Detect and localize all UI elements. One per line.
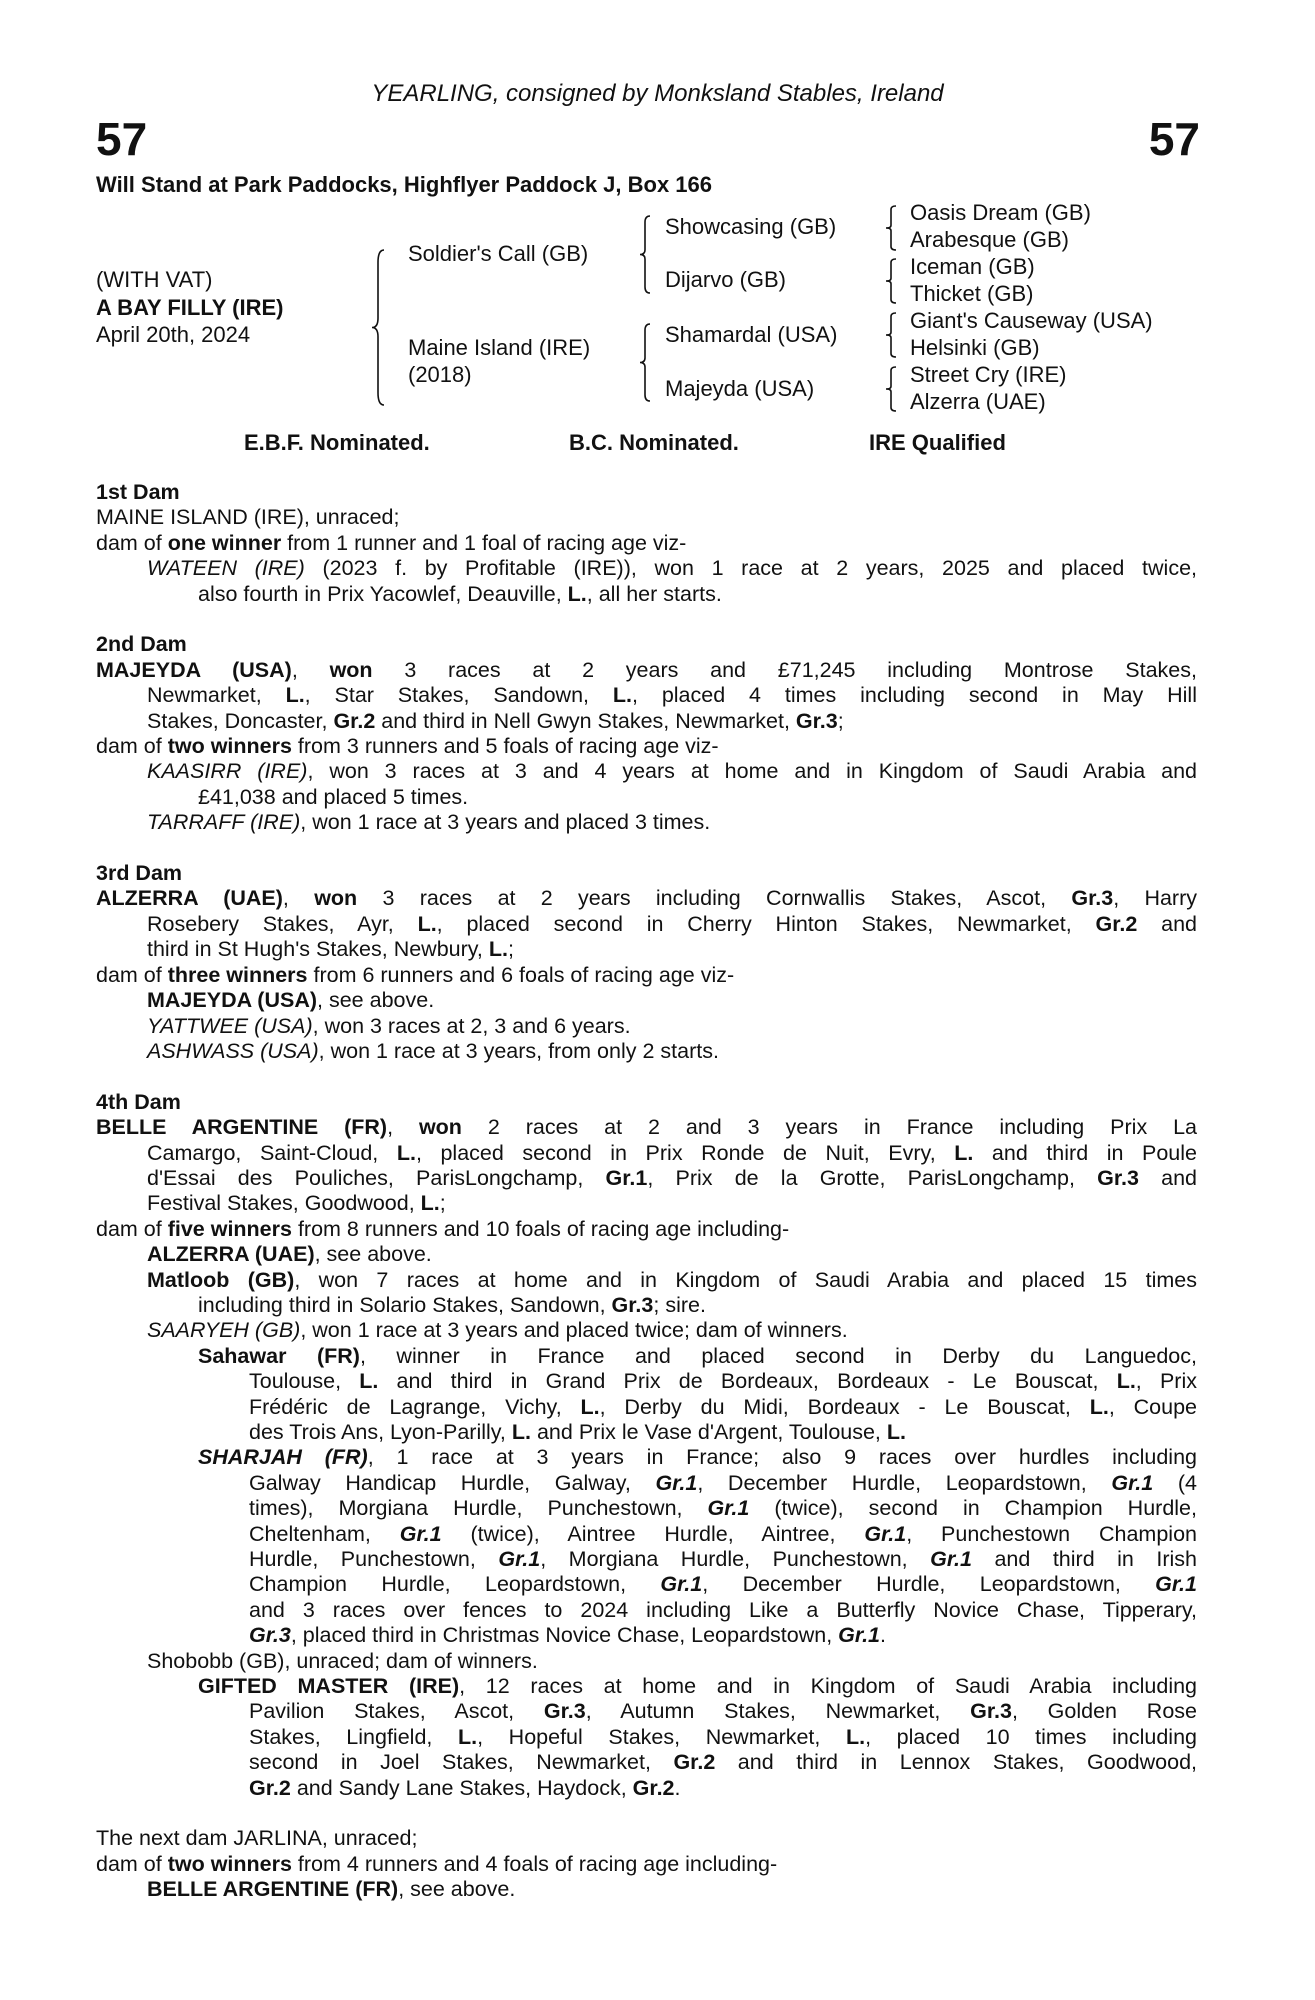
emphasis-text: L. xyxy=(886,1419,906,1444)
emphasis-text: YATTWEE (USA) xyxy=(147,1013,313,1038)
text-run: from 8 runners and 10 foals of racing age including- xyxy=(291,1216,790,1241)
emphasis-text: L. xyxy=(420,1191,440,1216)
emphasis-text: Gr.1 xyxy=(930,1547,972,1572)
text-run: . xyxy=(880,1623,886,1648)
text-run: , Coupe xyxy=(1108,1394,1197,1419)
text-line xyxy=(249,1572,1197,1597)
text-line xyxy=(96,886,1197,911)
text-run: and third in Grand Prix de Bordeaux, Bordeaux - Le Bouscat, xyxy=(378,1369,1117,1394)
record-entry xyxy=(96,1826,1197,1851)
ebf-nomination: E.B.F. Nominated. xyxy=(244,430,430,455)
text-run: , see above. xyxy=(398,1877,516,1902)
text-run: , xyxy=(387,1115,419,1140)
emphasis-text: one winner xyxy=(167,530,282,555)
emphasis-text: MAJEYDA (USA) xyxy=(147,988,318,1013)
record-entry xyxy=(96,1014,1197,1039)
section-heading: 2nd Dam xyxy=(96,632,187,657)
pedigree-brace xyxy=(886,259,896,303)
emphasis-text: Gr.3 xyxy=(543,1699,586,1724)
emphasis-text: L. xyxy=(954,1140,974,1165)
text-run: , see above. xyxy=(317,988,435,1013)
text-line xyxy=(147,556,1197,581)
emphasis-text: Gr.2 xyxy=(1095,911,1138,936)
emphasis-text: L. xyxy=(580,1394,600,1419)
text-run: Champion Hurdle, Leopardstown, xyxy=(249,1572,661,1597)
section-heading: 1st Dam xyxy=(96,480,180,504)
text-run: Rosebery Stakes, Ayr, xyxy=(147,911,418,936)
emphasis-text: L. xyxy=(285,683,305,708)
text-run: Stakes, Lingfield, xyxy=(249,1724,458,1749)
text-run: and 3 races over fences to 2024 including Like a Butterfly Novice Chase, Tipperary, xyxy=(249,1597,1197,1622)
text-line xyxy=(96,1115,1197,1140)
emphasis-text: BELLE ARGENTINE (FR) xyxy=(147,1877,399,1902)
text-line xyxy=(96,531,1197,556)
emphasis-text: ALZERRA (UAE) xyxy=(96,886,283,911)
emphasis-text: five winners xyxy=(167,1216,292,1241)
text-run: dam of xyxy=(96,530,168,555)
text-line xyxy=(147,810,1197,835)
text-run: from 6 runners and 6 foals of racing age viz- xyxy=(307,962,735,987)
emphasis-text: Gr.3 xyxy=(1071,886,1114,911)
text-run: , Prix de la Grotte, ParisLongchamp, xyxy=(647,1165,1098,1190)
great-grandparent: Arabesque (GB) xyxy=(910,227,1069,252)
emphasis-text: Gr.2 xyxy=(673,1750,716,1775)
emphasis-text: two winners xyxy=(167,734,292,759)
emphasis-text: SHARJAH (FR) xyxy=(198,1445,368,1470)
text-line xyxy=(249,1776,1197,1801)
text-line xyxy=(147,1877,1197,1902)
text-line xyxy=(147,1242,1197,1267)
text-run: , December Hurdle, Leopardstown, xyxy=(697,1470,1112,1495)
emphasis-text: L. xyxy=(511,1419,531,1444)
text-line xyxy=(96,734,1197,759)
text-line xyxy=(147,937,1197,962)
text-run: MAINE ISLAND (IRE), unraced; xyxy=(96,505,400,530)
section-heading: 4th Dam xyxy=(96,1089,181,1114)
text-run: dam of xyxy=(96,734,168,759)
text-line xyxy=(147,1268,1197,1293)
pedigree-brace xyxy=(372,250,384,405)
great-grandparent: Helsinki (GB) xyxy=(910,335,1040,360)
text-line xyxy=(147,1166,1197,1191)
emphasis-text: KAASIRR (IRE) xyxy=(147,759,308,784)
text-run: second in Joel Stakes, Newmarket, xyxy=(249,1750,674,1775)
emphasis-text: GIFTED MASTER (IRE) xyxy=(198,1674,460,1699)
sire-dam: Dijarvo (GB) xyxy=(665,267,787,292)
text-line xyxy=(198,1674,1197,1699)
pedigree-brace xyxy=(640,324,650,401)
record-entry xyxy=(96,1852,1197,1877)
emphasis-text: ASHWASS (USA) xyxy=(147,1038,319,1063)
text-run: Pavilion Stakes, Ascot, xyxy=(249,1699,544,1724)
text-line xyxy=(147,1318,1197,1343)
text-line xyxy=(249,1725,1197,1750)
emphasis-text: L. xyxy=(359,1369,379,1394)
record-entry xyxy=(96,886,1197,962)
record-entry xyxy=(96,1877,1197,1902)
text-run: , Golden Rose xyxy=(1011,1699,1197,1724)
text-line xyxy=(147,1649,1197,1674)
text-run: , Derby du Midi, Bordeaux - Le Bouscat, xyxy=(599,1394,1090,1419)
text-run: £41,038 and placed 5 times. xyxy=(198,784,469,809)
great-grandparent: Thicket (GB) xyxy=(910,281,1034,306)
text-run: Newmarket, xyxy=(147,683,286,708)
emphasis-text: Sahawar (FR) xyxy=(198,1343,360,1368)
emphasis-text: won xyxy=(314,886,358,911)
section-spacer xyxy=(96,607,1197,632)
bc-nomination: B.C. Nominated. xyxy=(569,430,739,455)
text-run: , won 7 races at home and in Kingdom of Saudi Arabia and placed 15 times xyxy=(294,1267,1197,1292)
text-run: and Sandy Lane Stakes, Haydock, xyxy=(290,1775,633,1800)
text-line xyxy=(249,1598,1197,1623)
text-run: , 1 race at 3 years in France; also 9 races over hurdles including xyxy=(367,1445,1197,1470)
text-run: , xyxy=(291,657,330,682)
dam-section xyxy=(96,480,1197,607)
text-run: third in St Hugh's Stakes, Newbury, xyxy=(147,937,489,962)
text-run: Hurdle, Punchestown, xyxy=(249,1547,499,1572)
emphasis-text: Gr.1 xyxy=(1155,1572,1197,1597)
emphasis-text: Gr.3 xyxy=(795,708,838,733)
emphasis-text: Gr.1 xyxy=(1111,1470,1154,1495)
record-entry xyxy=(96,810,1197,835)
lot-number-right: 57 xyxy=(1148,113,1200,165)
record-entry xyxy=(96,1445,1197,1648)
dam-section xyxy=(96,1090,1197,1801)
text-run: , see above. xyxy=(314,1242,432,1267)
text-run: Cheltenham, xyxy=(249,1521,400,1546)
text-run: d'Essai des Pouliches, ParisLongchamp, xyxy=(147,1165,606,1190)
record-entry xyxy=(96,1217,1197,1242)
text-run: Toulouse, xyxy=(249,1369,360,1394)
emphasis-text: Gr.1 xyxy=(707,1496,750,1521)
great-grandparent: Giant's Causeway (USA) xyxy=(910,308,1153,333)
text-line xyxy=(147,1141,1197,1166)
text-run: (twice), Aintree Hurdle, Aintree, xyxy=(441,1521,865,1546)
text-run: dam of xyxy=(96,1216,168,1241)
text-run: (twice), second in Champion Hurdle, xyxy=(749,1496,1197,1521)
emphasis-text: Gr.3 xyxy=(611,1292,654,1317)
emphasis-text: L. xyxy=(567,581,587,606)
record-entry xyxy=(96,759,1197,810)
emphasis-text: L. xyxy=(396,1140,416,1165)
text-run: from 4 runners and 4 foals of racing age including- xyxy=(291,1851,778,1876)
text-run: 3 races at 2 years and £71,245 including Montrose Stakes, xyxy=(372,657,1197,682)
text-run: , Harry xyxy=(1113,886,1197,911)
text-line xyxy=(147,709,1197,734)
text-line xyxy=(198,582,1197,607)
text-run: dam of xyxy=(96,962,168,987)
record-entry xyxy=(96,556,1197,607)
stand-location: Will Stand at Park Paddocks, Highflyer Paddock J, Box 166 xyxy=(96,172,712,197)
text-line xyxy=(147,683,1197,708)
vat-note: (WITH VAT) xyxy=(96,267,213,292)
text-run: , winner in France and placed second in Derby du Languedoc, xyxy=(359,1343,1197,1368)
text-line xyxy=(249,1623,1197,1648)
text-line xyxy=(198,1293,1197,1318)
record-entry xyxy=(96,1268,1197,1319)
great-grandparent: Street Cry (IRE) xyxy=(910,362,1067,387)
pedigree-brace xyxy=(640,216,650,293)
record-entry xyxy=(96,734,1197,759)
text-line xyxy=(147,1014,1197,1039)
text-run: 2 races at 2 and 3 years in France including Prix La xyxy=(461,1115,1197,1140)
text-line xyxy=(96,1826,1197,1851)
text-run: and Prix le Vase d'Argent, Toulouse, xyxy=(531,1419,887,1444)
sire-sire: Showcasing (GB) xyxy=(665,214,837,239)
emphasis-text: two winners xyxy=(167,1851,292,1876)
section-spacer xyxy=(96,836,1197,861)
text-run: , placed 10 times including xyxy=(865,1724,1197,1749)
text-run: Frédéric de Lagrange, Vichy, xyxy=(249,1394,581,1419)
text-line xyxy=(249,1522,1197,1547)
emphasis-text: BELLE ARGENTINE (FR) xyxy=(96,1115,388,1140)
text-run: , won 3 races at 2, 3 and 6 years. xyxy=(312,1013,631,1038)
text-run: , won 1 race at 3 years and placed twice; dam of winners. xyxy=(300,1318,848,1343)
emphasis-text: Gr.1 xyxy=(660,1572,703,1597)
text-run: also fourth in Prix Yacowlef, Deauville, xyxy=(198,581,568,606)
emphasis-text: Matloob (GB) xyxy=(147,1267,295,1292)
text-line xyxy=(147,988,1197,1013)
great-grandparent: Iceman (GB) xyxy=(910,254,1035,279)
pedigree-brace xyxy=(886,367,896,411)
text-run: from 3 runners and 5 foals of racing age viz- xyxy=(291,734,719,759)
emphasis-text: Gr.2 xyxy=(333,708,376,733)
text-run: , all her starts. xyxy=(586,581,722,606)
emphasis-text: Gr.3 xyxy=(970,1699,1012,1724)
text-line xyxy=(96,963,1197,988)
text-line xyxy=(249,1420,1197,1445)
emphasis-text: won xyxy=(329,657,373,682)
record-entry xyxy=(96,1344,1197,1446)
text-run: , Prix xyxy=(1135,1369,1197,1394)
record-entry xyxy=(96,531,1197,556)
record-entry xyxy=(96,1649,1197,1674)
text-run: (2023 f. by Profitable (IRE)), won 1 race at 2 years, 2025 and placed twice, xyxy=(304,556,1198,581)
pedigree-brace xyxy=(886,206,896,250)
text-run: and xyxy=(1138,1165,1197,1190)
foaling-date: April 20th, 2024 xyxy=(96,322,251,347)
produce-record xyxy=(96,480,1197,1903)
text-line xyxy=(96,505,1197,530)
consignment-header: YEARLING, consigned by Monksland Stables, Ireland xyxy=(371,80,944,107)
text-run: , placed 4 times including second in May Hill xyxy=(631,683,1197,708)
text-run: 3 races at 2 years including Cornwallis Stakes, Ascot, xyxy=(357,886,1072,911)
emphasis-text: Gr.3 xyxy=(249,1623,291,1648)
record-entry xyxy=(96,1318,1197,1343)
pedigree-brace xyxy=(886,313,896,357)
text-run: and third in Nell Gwyn Stakes, Newmarket, xyxy=(375,708,796,733)
text-run: , placed third in Christmas Novice Chase, Leopardstown, xyxy=(290,1623,839,1648)
emphasis-text: Gr.3 xyxy=(1097,1165,1139,1190)
emphasis-text: Gr.2 xyxy=(632,1775,675,1800)
text-run: and third in Lennox Stakes, Goodwood, xyxy=(715,1750,1197,1775)
sire: Soldier's Call (GB) xyxy=(408,241,589,266)
emphasis-text: L. xyxy=(457,1724,478,1749)
emphasis-text: L. xyxy=(1116,1369,1136,1394)
text-line xyxy=(147,759,1197,784)
text-run: , Punchestown Champion xyxy=(906,1521,1197,1546)
section-spacer xyxy=(96,1064,1197,1089)
lot-number-left: 57 xyxy=(96,113,148,165)
text-run: , won 1 race at 3 years, from only 2 starts. xyxy=(318,1038,719,1063)
record-entry xyxy=(96,505,1197,530)
text-run: The next dam JARLINA, unraced; xyxy=(96,1826,418,1851)
text-run: . xyxy=(674,1775,681,1800)
text-line xyxy=(96,1217,1197,1242)
text-run: times), Morgiana Hurdle, Punchestown, xyxy=(249,1496,708,1521)
text-run: , won 3 races at 3 and 4 years at home and in Kingdom of Saudi Arabia and xyxy=(307,759,1197,784)
text-line xyxy=(198,1344,1197,1369)
text-line xyxy=(147,1191,1197,1216)
ire-qualification: IRE Qualified xyxy=(869,430,1006,455)
record-entry xyxy=(96,1242,1197,1267)
text-run: and third in Irish xyxy=(971,1547,1197,1572)
text-run: ; xyxy=(508,937,514,962)
text-run: ; sire. xyxy=(653,1292,706,1317)
great-grandparent: Oasis Dream (GB) xyxy=(910,200,1091,225)
emphasis-text: Gr.1 xyxy=(605,1165,648,1190)
text-line xyxy=(249,1699,1197,1724)
text-run: , placed second in Cherry Hinton Stakes, Newmarket, xyxy=(436,911,1096,936)
great-grandparent: Alzerra (UAE) xyxy=(910,389,1046,414)
text-line xyxy=(249,1471,1197,1496)
text-line xyxy=(198,1445,1197,1470)
emphasis-text: L. xyxy=(612,683,632,708)
record-entry xyxy=(96,658,1197,734)
emphasis-text: Gr.1 xyxy=(864,1521,907,1546)
text-run: (4 xyxy=(1153,1470,1197,1495)
emphasis-text: Gr.2 xyxy=(249,1775,291,1800)
text-line xyxy=(249,1750,1197,1775)
dam-dam: Majeyda (USA) xyxy=(665,376,815,401)
text-line xyxy=(249,1496,1197,1521)
section-heading: 3rd Dam xyxy=(96,861,183,886)
emphasis-text: ALZERRA (UAE) xyxy=(147,1242,315,1267)
record-entry xyxy=(96,1115,1197,1217)
text-run: , Morgiana Hurdle, Punchestown, xyxy=(540,1547,931,1572)
dam-sire: Shamardal (USA) xyxy=(665,322,838,347)
text-run: Galway Handicap Hurdle, Galway, xyxy=(249,1470,656,1495)
emphasis-text: WATEEN (IRE) xyxy=(147,556,305,581)
text-run: including third in Solario Stakes, Sandown, xyxy=(198,1292,612,1317)
text-run: dam of xyxy=(96,1851,168,1876)
text-line xyxy=(96,658,1197,683)
text-run: , Autumn Stakes, Newmarket, xyxy=(585,1699,971,1724)
text-run: ; xyxy=(439,1191,446,1216)
text-run: Camargo, Saint-Cloud, xyxy=(147,1140,397,1165)
text-run: Stakes, Doncaster, xyxy=(147,708,334,733)
dam-section xyxy=(96,861,1197,1064)
text-run: and third in Poule xyxy=(973,1140,1197,1165)
text-run: and xyxy=(1137,911,1197,936)
dam-section xyxy=(96,1826,1197,1902)
record-entry xyxy=(96,963,1197,988)
emphasis-text: SAARYEH (GB) xyxy=(147,1318,301,1343)
record-entry xyxy=(96,988,1197,1013)
text-run: ; xyxy=(837,708,844,733)
section-spacer xyxy=(96,1801,1197,1826)
text-line xyxy=(147,1039,1197,1064)
emphasis-text: L. xyxy=(1089,1394,1109,1419)
text-line xyxy=(249,1395,1197,1420)
text-run: , won 1 race at 3 years and placed 3 times. xyxy=(300,810,711,835)
horse-name: A BAY FILLY (IRE) xyxy=(96,295,284,320)
emphasis-text: Gr.1 xyxy=(498,1547,541,1572)
emphasis-text: Gr.1 xyxy=(655,1470,698,1495)
dam-section xyxy=(96,632,1197,835)
emphasis-text: L. xyxy=(845,1724,866,1749)
text-line xyxy=(249,1547,1197,1572)
dam: Maine Island (IRE) xyxy=(408,335,591,360)
text-line xyxy=(198,785,1197,810)
emphasis-text: won xyxy=(418,1115,462,1140)
record-entry xyxy=(96,1039,1197,1064)
text-run: Shobobb (GB), unraced; dam of winners. xyxy=(147,1648,538,1673)
text-run: from 1 runner and 1 foal of racing age viz- xyxy=(281,530,687,555)
emphasis-text: Gr.1 xyxy=(838,1623,881,1648)
dam-year: (2018) xyxy=(408,362,472,387)
emphasis-text: L. xyxy=(488,937,508,962)
text-run: des Trois Ans, Lyon-Parilly, xyxy=(249,1419,512,1444)
emphasis-text: TARRAFF (IRE) xyxy=(147,810,301,835)
text-line xyxy=(249,1369,1197,1394)
text-run: Festival Stakes, Goodwood, xyxy=(147,1191,421,1216)
emphasis-text: Gr.1 xyxy=(399,1521,442,1546)
emphasis-text: three winners xyxy=(167,962,308,987)
text-run: , placed second in Prix Ronde de Nuit, Evry, xyxy=(415,1140,955,1165)
record-entry xyxy=(96,1674,1197,1801)
emphasis-text: MAJEYDA (USA) xyxy=(96,657,292,682)
text-run: , xyxy=(282,886,315,911)
emphasis-text: L. xyxy=(417,911,437,936)
text-line xyxy=(147,912,1197,937)
text-run: , Hopeful Stakes, Newmarket, xyxy=(477,1724,846,1749)
text-run: , 12 races at home and in Kingdom of Saudi Arabia including xyxy=(459,1674,1198,1699)
text-line xyxy=(96,1852,1197,1877)
text-run: , December Hurdle, Leopardstown, xyxy=(702,1572,1156,1597)
text-run: , Star Stakes, Sandown, xyxy=(304,683,613,708)
